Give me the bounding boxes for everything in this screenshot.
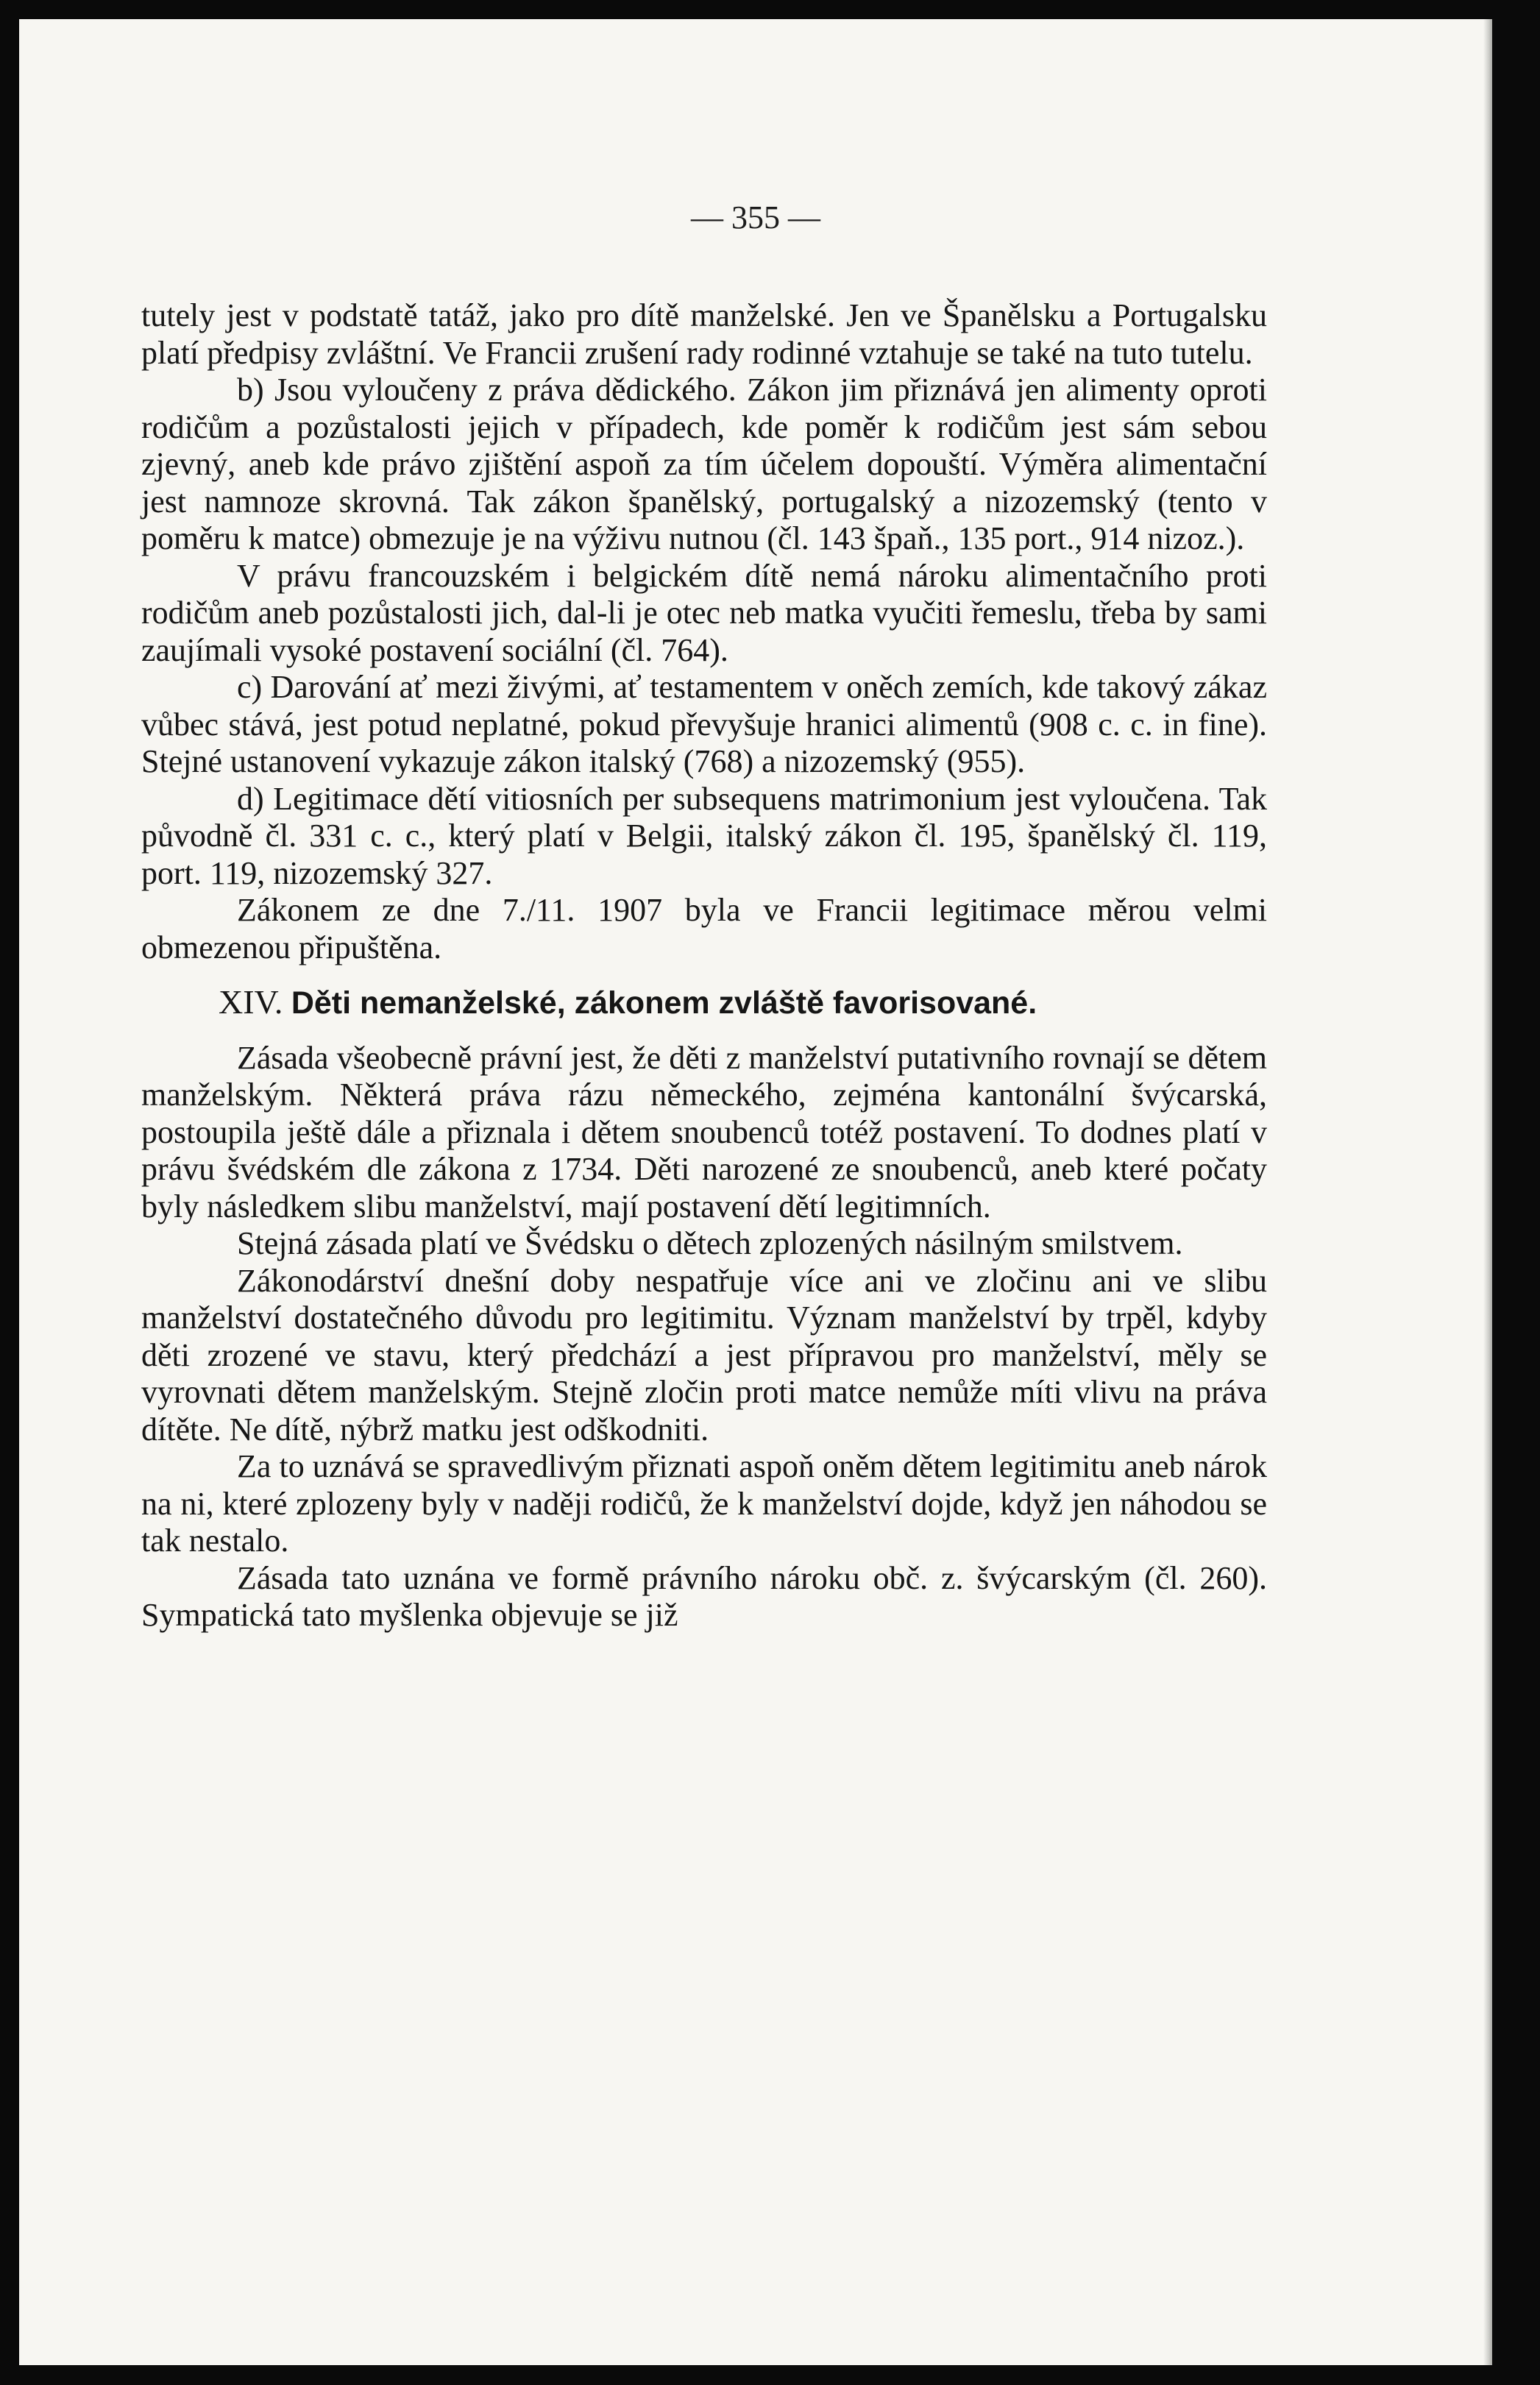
section-title: Děti nemanželské, zákonem zvláště favorisované. xyxy=(291,985,1037,1021)
body-text xyxy=(141,297,1267,1634)
page-edge xyxy=(1483,19,1492,2365)
paragraph-putative-marriage: Zásada všeobecně právní jest, že děti z manželství putativního rovnají se dětem manželským. Některá práva rázu německého, zejména kantonální švýcarská, postoupila ještě dále a přiznala i dětem snoubenců totéž postavení. To dodnes platí v právu švédském dle zákona z 1734. Děti narozené ze snoubenců, aneb které počaty byly následkem slibu manželství, mají postavení dětí legitimních. xyxy=(141,1039,1267,1225)
book-page xyxy=(19,19,1492,2365)
paragraph-sweden: Stejná zásada platí ve Švédsku o dětech zplozených násilným smilstvem. xyxy=(237,1225,1183,1261)
paragraph-b-inheritance: b) Jsou vyloučeny z práva dědického. Zákon jim přiznává jen alimenty oproti rodičům a pozůstalosti jejich v případech, kde poměr k rodičům jest sám sebou zjevný, aneb kde právo zjištění aspoň za tím účelem dopouští. Výměra alimentační jest namnoze skrovná. Tak zákon španělský, portugalský a nizozemský (tento v poměru k matce) obmezuje je na výživu nutnou (čl. 143 špaň., 135 port., 914 nizoz.). xyxy=(141,372,1267,556)
section-heading xyxy=(141,984,1267,1022)
paragraph-c-donation: c) Darování ať mezi živými, ať testamentem v oněch zemích, kde takový zákaz vůbec stává, jest potud neplatné, pokud převyšuje hranici alimentů (908 c. c. in fine). Stejné ustanovení vykazuje zákon italský (768) a nizozemský (955). xyxy=(141,669,1267,779)
section-numeral: XIV. xyxy=(219,983,283,1021)
paragraph-modern-legislation: Zákonodárství dnešní doby nespatřuje více ani ve zločinu ani ve slibu manželství dostatečného důvodu pro legitimitu. Význam manželství by trpěl, kdyby děti zrozené ve stavu, který předchází a jest přípravou pro manželství, měly se vyrovnati dětem manželským. Stejně zločin proti matce nemůže míti vlivu na práva dítěte. Ne dítě, nýbrž matku jest odškodniti. xyxy=(141,1262,1267,1447)
page-number: — 355 — xyxy=(691,199,820,235)
paragraph-law-1907: Zákonem ze dne 7./11. 1907 byla ve Francii legitimace měrou velmi obmezenou připuštěna. xyxy=(141,892,1267,965)
paragraph-swiss-code: Zásada tato uznána ve formě právního nároku obč. z. švýcarským (čl. 260). Sympatická tato myšlenka objevuje se již xyxy=(141,1559,1267,1633)
paragraph-tutely: tutely jest v podstatě tatáž, jako pro dítě manželské. Jen ve Španělsku a Portugalsku platí předpisy zvláštní. Ve Francii zrušení rady rodinné vztahuje se také na tuto tutelu. xyxy=(141,297,1267,371)
paragraph-hope-of-marriage: Za to uznává se spravedlivým přiznati aspoň oněm dětem legitimitu aneb nárok na ni, které zplozeny byly v naději rodičů, že k manželství dojde, když jen náhodou se tak nestalo. xyxy=(141,1448,1267,1559)
paragraph-d-legitimation: d) Legitimace dětí vitiosních per subsequens matrimonium jest vyloučena. Tak původně čl. 331 c. c., který platí v Belgii, italský zákon čl. 195, španělský čl. 119, port. 119, nizozemský 327. xyxy=(141,780,1267,891)
paragraph-french-law: V právu francouzském i belgickém dítě nemá nároku alimentačního proti rodičům aneb pozůstalosti jich, dal-li je otec neb matka vyučiti řemeslu, třeba by sami zaujímali vysoké postavení sociální (čl. 764). xyxy=(141,557,1267,668)
